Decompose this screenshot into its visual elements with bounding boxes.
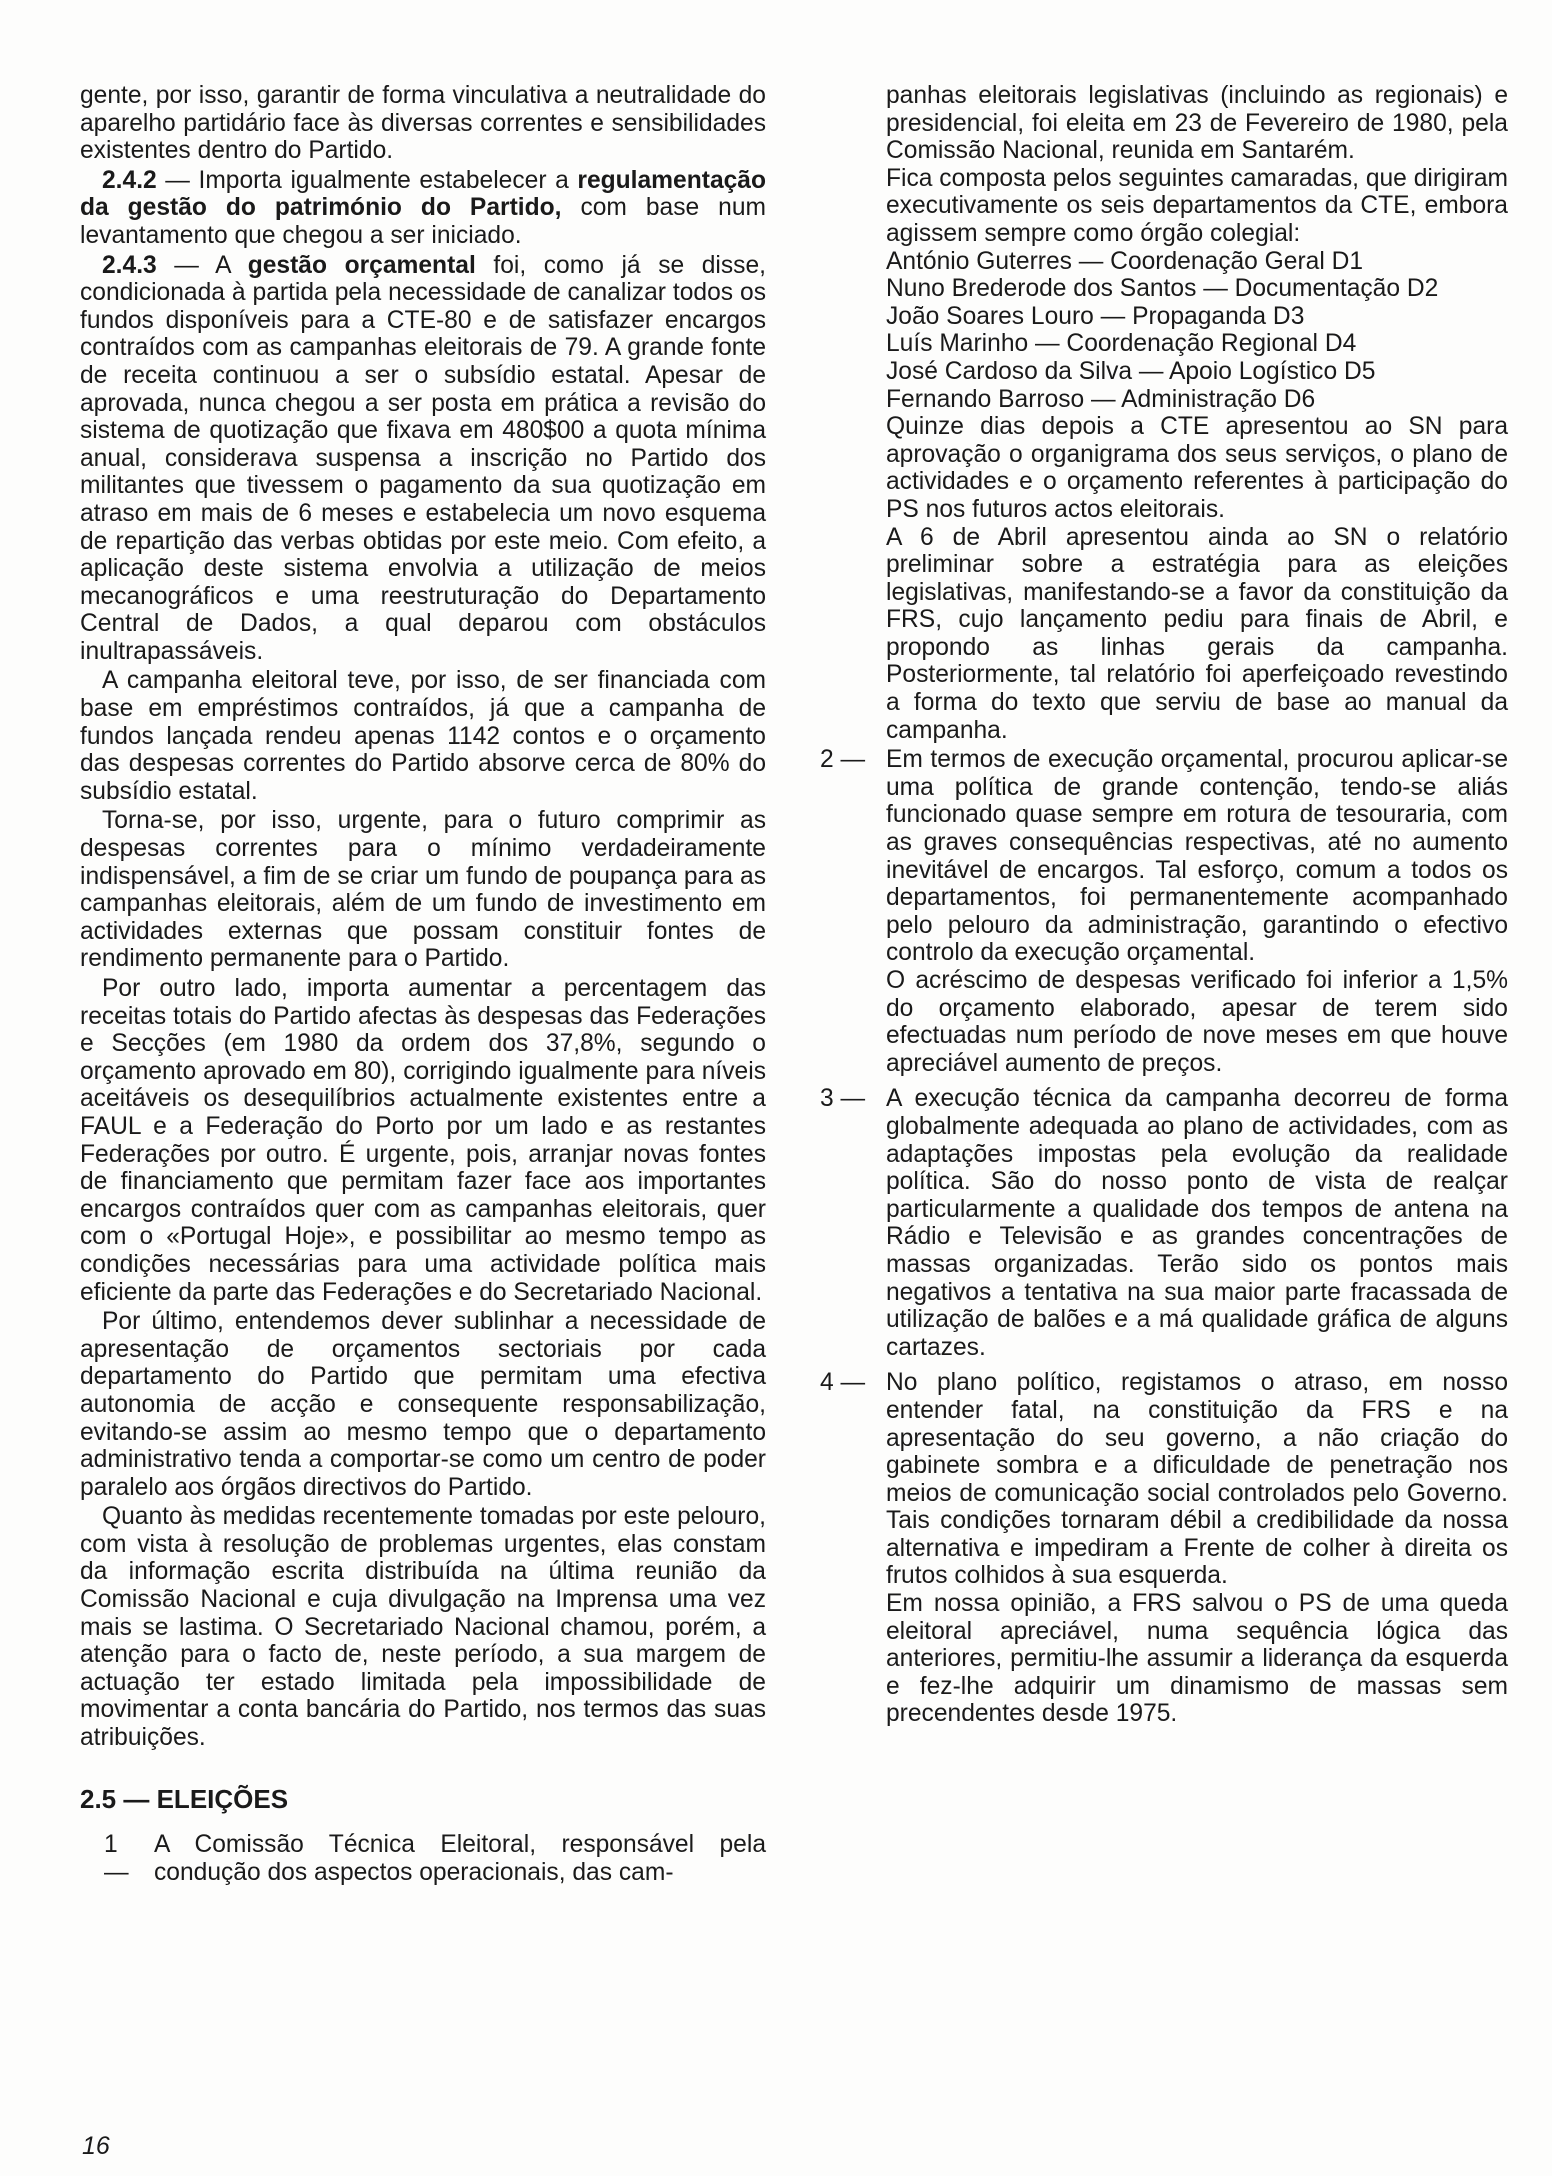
- paragraph: A campanha eleitoral teve, por isso, de ser financiada com base em empréstimos contraídos, já que a campanha de fundos lançada rendeu apenas 1142 contos e o orçamento das despesas correntes do Partido absorve cerca de 80% do subsídio estatal.: [80, 667, 766, 805]
- paragraph: gente, por isso, garantir de forma vinculativa a neutralidade do aparelho partidário face às diversas correntes e sensibilidades existentes dentro do Partido.: [80, 82, 766, 165]
- paragraph: Torna-se, por isso, urgente, para o futuro comprimir as despesas correntes para o mínimo verdadeiramente indispensável, a fim de se criar um fundo de poupança para as campanhas eleitorais, além de um fundo de investimento em actividades externas que possam constituir fontes de rendimento permanente para o Partido.: [80, 807, 766, 973]
- paragraph-text: — A: [156, 251, 248, 279]
- emphasis: gestão orçamental: [247, 251, 476, 279]
- member-line: António Guterres — Coordenação Geral D1: [886, 247, 1364, 275]
- item-number: 3 —: [820, 1085, 866, 1113]
- paragraph: panhas eleitorais legislativas (incluindo as regionais) e presidencial, foi eleita em 23 de Fevereiro de 1980, pela Comissão Nacional, reunida em Santarém.: [886, 82, 1508, 165]
- paragraph-text: foi, como já se disse, condicionada à partida pela necessidade de canalizar todos os fundos disponíveis para a CTE-80 e de satisfazer encargos contraídos com as campanhas eleitorais de 79. A grande fonte de receita continuou a ser o subsídio estatal. Apesar de aprovada, nunca chegou a ser posta em prática a revisão do sistema de quotização que fixava em 480$00 a quota mínima anual, considerava suspensa a inscrição no Partido dos militantes que tivessem o pagamento da sua quotização em atraso em mais de 6 meses e estabelecia um novo esquema de repartição das verbas obtidas por este meio. Com efeito, a aplicação deste sistema envolvia a utilização de meios mecanográficos e uma reestruturação do Departamento Central de Dados, a qual deparou com obstáculos inultrapassáveis.: [80, 251, 766, 665]
- paragraph: Quinze dias depois a CTE apresentou ao SN para aprovação o organigrama dos seus serviços, o plano de actividades e o orçamento referentes à participação do PS nos futuros actos eleitorais.: [886, 413, 1508, 523]
- member-line: Fernando Barroso — Administração D6: [886, 385, 1316, 413]
- item-body: [886, 746, 1508, 1077]
- item-body: [886, 1085, 1508, 1361]
- section-number: 2.4.2: [102, 166, 157, 194]
- list-item-continuation: [838, 82, 1508, 744]
- emphasis: regulamentação da gestão do património do Partido,: [80, 166, 766, 222]
- item-number: 2 —: [820, 746, 866, 774]
- left-column: [80, 82, 766, 1886]
- paragraph: Quanto às medidas recentemente tomadas por este pelouro, com vista à resolução de problemas urgentes, elas constam da informação escrita distribuída na última reunião da Comissão Nacional e cuja divulgação na Imprensa uma vez mais se lastima. O Secretariado Nacional chamou, porém, a atenção para o facto de, neste período, a sua margem de actuação ter estado limitada pela impossibilidade de movimentar a conta bancária do Partido, nos termos das suas atribuições.: [80, 1503, 766, 1752]
- item-number: 1 —: [104, 1831, 129, 1886]
- member-line: João Soares Louro — Propaganda D3: [886, 302, 1305, 330]
- section-2-4-3: [80, 252, 766, 666]
- paragraph-text: com base num levantamento que chegou a ser iniciado.: [80, 194, 766, 249]
- paragraph: Por último, entendemos dever sublinhar a necessidade de apresentação de orçamentos sectoriais por cada departamento do Partido que permitam uma efectiva autonomia de acção e consequente responsabilização, evitando-se assim ao mesmo tempo que o departamento administrativo tenda a comportar-se como um centro de poder paralelo aos órgãos directivos do Partido.: [80, 1308, 766, 1501]
- paragraph: Em termos de execução orçamental, procurou aplicar-se uma política de grande contenção, tendo-se aliás funcionado quase sempre em rotura de tesouraria, com as graves consequências respectivas, até no aumento inevitável de encargos. Tal esforço, comum a todos os departamentos, foi permanentemente acompanhado pelo pelouro da administração, garantindo o efectivo controlo da execução orçamental.: [886, 746, 1508, 967]
- item-number: 4 —: [820, 1369, 866, 1397]
- list-item: [814, 1369, 1508, 1728]
- member-line: Nuno Brederode dos Santos — Documentação D2: [886, 275, 1439, 303]
- item-body: [886, 1369, 1508, 1728]
- list-item: [80, 1831, 766, 1886]
- right-column: [820, 82, 1508, 1728]
- list-item: [814, 1085, 1508, 1361]
- section-heading-eleicoes: 2.5 — ELEIÇÕES: [80, 1783, 289, 1814]
- member-line: José Cardoso da Silva — Apoio Logístico D5: [886, 357, 1376, 385]
- paragraph: Fica composta pelos seguintes camaradas, que dirigiram executivamente os seis departamentos da CTE, embora agissem sempre como órgão colegial:: [886, 164, 1508, 247]
- item-text: A Comissão Técnica Eleitoral, responsável pela condução dos aspectos operacionais, das cam-: [154, 1831, 766, 1886]
- paragraph: Por outro lado, importa aumentar a percentagem das receitas totais do Partido afectas às despesas das Federações e Secções (em 1980 da ordem dos 37,8%, segundo o orçamento aprovado em 80), corrigindo igualmente para níveis aceitáveis os desequilíbrios actualmente existentes entre a FAUL e a Federação do Porto por um lado e as restantes Federações por outro. É urgente, pois, arranjar novas fontes de financiamento que permitam fazer face aos importantes encargos contraídos quer com as campanhas eleitorais, quer com o «Portugal Hoje», e possibilitar ao mesmo tempo as condições necessárias para uma actividade política mais eficiente da parte das Federações e do Secretariado Nacional.: [80, 975, 766, 1306]
- section-2-4-2: [80, 167, 766, 250]
- list-item: [814, 746, 1508, 1077]
- paragraph: O acréscimo de despesas verificado foi inferior a 1,5% do orçamento elaborado, apesar de terem sido efectuadas num período de nove meses em que houve apreciável aumento de preços.: [886, 967, 1508, 1077]
- section-number: 2.4.3: [102, 251, 157, 279]
- member-line: Luís Marinho — Coordenação Regional D4: [886, 330, 1357, 358]
- page-number: 16: [82, 2132, 110, 2160]
- paragraph: No plano político, registamos o atraso, em nosso entender fatal, na constituição da FRS e na apresentação do seu governo, a não criação do gabinete sombra e a dificuldade de penetração nos meios de comunicação social controlados pelo Governo. Tais condições tornaram débil a credibilidade da nossa alternativa e impediram a Frente de colher à direita os frutos colhidos à sua esquerda.: [886, 1369, 1508, 1590]
- paragraph: A execução técnica da campanha decorreu de forma globalmente adequada ao plano de actividades, com as adaptações impostas pela evolução da realidade política. São do nosso ponto de vista de realçar particularmente a qualidade dos tempos de antena na Rádio e Televisão e as grandes concentrações de massas organizadas. Terão sido os pontos mais negativos a tentativa na sua maior parte fracassada de utilização de balões e a má qualidade gráfica de alguns cartazes.: [886, 1085, 1508, 1361]
- paragraph: Em nossa opinião, a FRS salvou o PS de uma queda eleitoral apreciável, numa sequência lógica das anteriores, permitiu-lhe assumir a liderança da esquerda e fez-lhe adquirir um dinamismo de massas sem precendentes desde 1975.: [886, 1590, 1508, 1728]
- paragraph: A 6 de Abril apresentou ainda ao SN o relatório preliminar sobre a estratégia para as eleições legislativas, manifestando-se a favor da constituição da FRS, cujo lançamento pediu para finais de Abril, e propondo as linhas gerais da campanha. Posteriormente, tal relatório foi aperfeiçoado revestindo a forma do texto que serviu de base ao manual da campanha.: [886, 523, 1508, 744]
- paragraph-text: — Importa igualmente estabelecer a: [156, 166, 578, 194]
